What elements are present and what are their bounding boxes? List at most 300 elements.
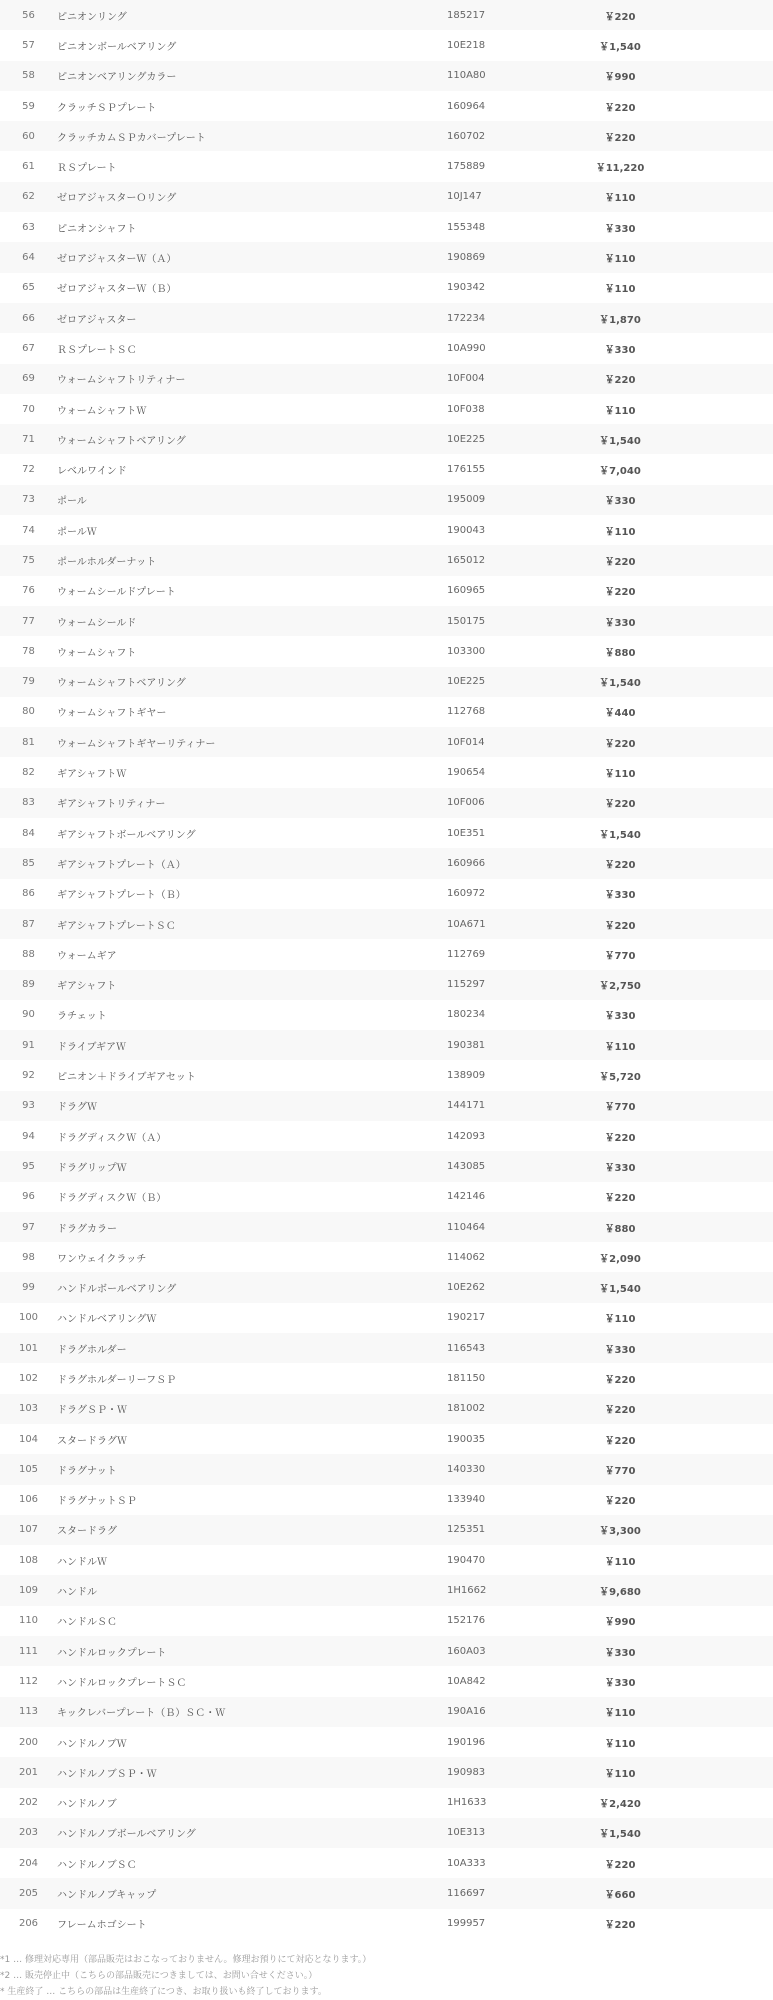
- part-code: 10F006: [447, 797, 485, 809]
- part-number: 71: [22, 433, 35, 445]
- part-number: 60: [22, 130, 35, 142]
- part-name: ハンドルベアリングＷ: [57, 1314, 157, 1326]
- part-name: ウォームシールドプレート: [57, 587, 176, 599]
- table-cell-spacer: [660, 1121, 773, 1151]
- table-row: [0, 242, 773, 272]
- part-name: ピニオンボールベアリング: [57, 41, 177, 53]
- part-name: ドラグホルダー: [57, 1344, 127, 1356]
- table-cell-spacer: [660, 273, 773, 303]
- part-number: 88: [22, 948, 35, 960]
- part-price: ￥770: [604, 1102, 636, 1114]
- part-code: 190A16: [447, 1706, 486, 1718]
- part-price: ￥110: [604, 193, 636, 205]
- table-cell-spacer: [660, 303, 773, 333]
- part-price: ￥110: [604, 1556, 636, 1568]
- part-number: 99: [22, 1282, 35, 1294]
- part-code: 199957: [447, 1918, 486, 1930]
- part-name: ギアシャフトプレート（Ａ）: [57, 859, 186, 871]
- part-name: ウォームギア: [57, 950, 117, 962]
- part-name: ハンドルロックプレートＳＣ: [57, 1677, 187, 1689]
- part-price: ￥330: [604, 1677, 636, 1689]
- table-cell-spacer: [660, 30, 773, 60]
- part-number: 108: [18, 1554, 39, 1566]
- table-cell-spacer: [660, 151, 773, 181]
- part-price: ￥770: [604, 1465, 636, 1477]
- table-cell-spacer: [660, 1606, 773, 1636]
- part-price: ￥220: [604, 1920, 636, 1932]
- part-code: 110A80: [447, 70, 486, 82]
- part-number: 98: [22, 1251, 35, 1263]
- part-number: 58: [22, 70, 35, 82]
- part-name: ゼロアジャスター: [57, 314, 137, 326]
- part-code: 112768: [447, 706, 486, 718]
- part-code: 190983: [447, 1766, 486, 1778]
- table-cell-spacer: [660, 1515, 773, 1545]
- part-code: 143085: [447, 1160, 486, 1172]
- part-name: ハンドルノブキャップ: [57, 1890, 157, 1902]
- table-cell-spacer: [660, 1575, 773, 1605]
- part-code: 10F014: [447, 736, 485, 748]
- table-row: [0, 636, 773, 666]
- part-name: ドラグリップＷ: [57, 1162, 127, 1174]
- part-number: 95: [22, 1160, 35, 1172]
- part-number: 91: [22, 1039, 35, 1051]
- part-name: ハンドルボールベアリング: [57, 1284, 177, 1296]
- part-number: 74: [22, 524, 35, 536]
- table-row: [0, 364, 773, 394]
- table-cell-spacer: [660, 1727, 773, 1757]
- table-cell-spacer: [660, 909, 773, 939]
- part-price: ￥220: [604, 1405, 636, 1417]
- part-price: ￥110: [604, 1314, 636, 1326]
- part-name: ギアシャフトボールベアリング: [57, 829, 196, 841]
- table-cell-spacer: [660, 424, 773, 454]
- part-name: ハンドルノブＳＣ: [57, 1859, 137, 1871]
- part-number: 59: [22, 100, 35, 112]
- table-row: [0, 879, 773, 909]
- part-code: 140330: [447, 1463, 486, 1475]
- part-number: 76: [22, 585, 35, 597]
- table-cell-spacer: [660, 1424, 773, 1454]
- part-price: ￥330: [604, 1344, 636, 1356]
- footnote-repair-only: *1 … 修理対応専用（部品販売はおこなっておりません。修理お預りにて対応となります。）: [0, 1955, 372, 1965]
- part-code: 175889: [447, 161, 486, 173]
- part-number: 96: [22, 1191, 35, 1203]
- table-row: [0, 273, 773, 303]
- table-cell-spacer: [660, 242, 773, 272]
- table-cell-spacer: [660, 1757, 773, 1787]
- table-row: [0, 333, 773, 363]
- part-price: ￥220: [604, 587, 636, 599]
- part-price: ￥5,720: [599, 1072, 641, 1084]
- table-cell-spacer: [660, 454, 773, 484]
- table-cell-spacer: [660, 576, 773, 606]
- part-price: ￥220: [604, 132, 636, 144]
- part-code: 10A333: [447, 1857, 486, 1869]
- table-row: [0, 91, 773, 121]
- part-price: ￥330: [604, 1647, 636, 1659]
- footnotes: [0, 1952, 773, 2000]
- part-number: 205: [18, 1888, 39, 1900]
- part-price: ￥220: [604, 1496, 636, 1508]
- part-name: ドラグホルダーリーフＳＰ: [57, 1375, 177, 1386]
- part-code: 10J147: [447, 191, 482, 203]
- table-row: [0, 818, 773, 848]
- table-cell-spacer: [660, 879, 773, 909]
- part-price: ￥2,420: [599, 1799, 641, 1811]
- table-row: [0, 545, 773, 575]
- footnote-discontinued: * 生産終了 … こちらの部品は生産終了につき、お取り扱いも終了しております。: [0, 1987, 327, 1997]
- part-number: 72: [22, 464, 35, 476]
- part-price: ￥330: [604, 344, 636, 356]
- part-price: ￥330: [604, 1162, 636, 1174]
- part-price: ￥9,680: [599, 1587, 641, 1599]
- table-cell-spacer: [660, 1697, 773, 1727]
- part-price: ￥3,300: [599, 1526, 641, 1538]
- part-price: ￥220: [604, 859, 636, 871]
- table-cell-spacer: [660, 1788, 773, 1818]
- part-code: 114062: [447, 1251, 486, 1263]
- part-number: 93: [22, 1100, 35, 1112]
- table-row: [0, 909, 773, 939]
- part-code: 176155: [447, 464, 486, 476]
- table-cell-spacer: [660, 485, 773, 515]
- part-price: ￥110: [604, 1708, 636, 1720]
- table-row: [0, 1151, 773, 1181]
- part-number: 66: [22, 312, 35, 324]
- part-price: ￥660: [604, 1890, 636, 1902]
- part-code: 10E225: [447, 433, 486, 445]
- part-name: ウォームシャフトギヤーリティナー: [57, 738, 216, 750]
- table-cell-spacer: [660, 1666, 773, 1696]
- part-code: 181150: [447, 1373, 486, 1384]
- part-name: ピニオンベアリングカラー: [57, 72, 177, 84]
- table-cell-spacer: [660, 1454, 773, 1484]
- table-row: [0, 151, 773, 181]
- part-name: ゼロアジャスターＷ（Ａ）: [57, 254, 177, 266]
- part-number: 202: [18, 1797, 39, 1809]
- part-name: ポールホルダーナット: [57, 556, 157, 568]
- part-name: スタードラグＷ: [57, 1435, 127, 1447]
- part-code: 181002: [447, 1403, 486, 1415]
- part-name: ハンドルノブＷ: [57, 1738, 127, 1750]
- part-code: 10F038: [447, 403, 485, 415]
- part-price: ￥110: [604, 254, 636, 266]
- part-number: 89: [22, 979, 35, 991]
- part-name: ゼロアジャスターＷ（Ｂ）: [57, 284, 177, 296]
- part-name: ウォームシャフトベアリング: [57, 678, 186, 690]
- table-cell-spacer: [660, 1303, 773, 1333]
- part-number: 85: [22, 857, 35, 869]
- table-cell-spacer: [660, 727, 773, 757]
- part-code: 190196: [447, 1736, 486, 1748]
- part-price: ￥110: [604, 284, 636, 296]
- table-row: [0, 1909, 773, 1939]
- table-row: [0, 1485, 773, 1515]
- part-number: 87: [22, 918, 35, 930]
- part-name: ドラグＳＰ・Ｗ: [57, 1405, 127, 1417]
- part-number: 75: [22, 554, 35, 566]
- table-row: [0, 1697, 773, 1727]
- part-code: 110464: [447, 1221, 486, 1233]
- part-code: 10E225: [447, 676, 486, 688]
- part-code: 172234: [447, 312, 486, 324]
- part-code: 190217: [447, 1312, 486, 1324]
- table-row: [0, 1121, 773, 1151]
- part-price: ￥220: [604, 556, 636, 568]
- part-number: 73: [22, 494, 35, 506]
- table-row: [0, 848, 773, 878]
- part-number: 206: [18, 1918, 39, 1930]
- part-price: ￥110: [604, 405, 636, 417]
- part-name: ギアシャフトプレートＳＣ: [57, 920, 176, 932]
- part-name: ギアシャフトプレート（Ｂ）: [57, 890, 186, 902]
- part-price: ￥1,540: [599, 1829, 641, 1841]
- table-cell-spacer: [660, 1182, 773, 1212]
- part-number: 80: [22, 706, 35, 718]
- part-name: ウォームシャフトギヤー: [57, 708, 167, 720]
- part-code: 125351: [447, 1524, 486, 1536]
- table-row: [0, 1303, 773, 1333]
- part-number: 109: [18, 1585, 39, 1597]
- part-number: 64: [22, 252, 35, 264]
- table-row: [0, 1000, 773, 1030]
- part-number: 105: [18, 1463, 39, 1475]
- table-row: [0, 1242, 773, 1272]
- part-name: ポールＷ: [57, 526, 97, 538]
- table-row: [0, 697, 773, 727]
- table-cell-spacer: [660, 545, 773, 575]
- part-code: 190869: [447, 252, 486, 264]
- part-price: ￥220: [604, 375, 636, 387]
- part-code: 142146: [447, 1191, 486, 1203]
- table-row: [0, 1030, 773, 1060]
- part-price: ￥2,750: [599, 981, 641, 993]
- part-price: ￥220: [604, 738, 636, 750]
- table-row: [0, 1333, 773, 1363]
- table-row: [0, 1606, 773, 1636]
- part-code: 155348: [447, 221, 486, 233]
- part-code: 190043: [447, 524, 486, 536]
- part-name: フレームホゴシート: [57, 1920, 147, 1932]
- part-name: クラッチカムＳＰカバープレート: [57, 132, 206, 144]
- table-cell-spacer: [660, 91, 773, 121]
- part-code: 1H1662: [447, 1585, 487, 1597]
- part-code: 195009: [447, 494, 486, 506]
- table-row: [0, 970, 773, 1000]
- table-cell-spacer: [660, 606, 773, 636]
- table-row: [0, 1878, 773, 1908]
- table-cell-spacer: [660, 1212, 773, 1242]
- table-cell-spacer: [660, 61, 773, 91]
- part-number: 110: [18, 1615, 39, 1627]
- table-row: [0, 1818, 773, 1848]
- table-row: [0, 1545, 773, 1575]
- table-cell-spacer: [660, 121, 773, 151]
- table-row: [0, 727, 773, 757]
- part-number: 201: [18, 1766, 39, 1778]
- table-row: [0, 939, 773, 969]
- part-price: ￥220: [604, 920, 636, 932]
- part-name: ＲＳプレートＳＣ: [57, 344, 137, 356]
- part-code: 190035: [447, 1433, 486, 1445]
- table-cell-spacer: [660, 1545, 773, 1575]
- table-row: [0, 1757, 773, 1787]
- part-number: 61: [22, 161, 35, 173]
- table-row: [0, 667, 773, 697]
- part-code: 10A671: [447, 918, 486, 930]
- table-cell-spacer: [660, 364, 773, 394]
- part-code: 190470: [447, 1554, 486, 1566]
- table-cell-spacer: [660, 212, 773, 242]
- table-row: [0, 182, 773, 212]
- table-row: [0, 30, 773, 60]
- part-name: ハンドルＳＣ: [57, 1617, 117, 1629]
- part-number: 101: [18, 1342, 39, 1354]
- part-price: ￥7,040: [599, 466, 641, 478]
- part-price: ￥880: [604, 647, 636, 659]
- part-number: 69: [22, 373, 35, 385]
- part-price: ￥990: [604, 72, 636, 84]
- part-number: 62: [22, 191, 35, 203]
- part-name: ピニオン＋ドライブギアセット: [57, 1072, 196, 1084]
- part-name: ドラグカラー: [57, 1223, 117, 1235]
- table-row: [0, 394, 773, 424]
- part-name: ハンドルノブＳＰ・Ｗ: [57, 1768, 157, 1780]
- part-number: 107: [18, 1524, 39, 1536]
- part-code: 116697: [447, 1888, 486, 1900]
- part-name: ドライブギアＷ: [57, 1041, 126, 1053]
- part-code: 138909: [447, 1070, 486, 1082]
- part-price: ￥11,220: [595, 163, 645, 175]
- part-number: 70: [22, 403, 35, 415]
- table-cell-spacer: [660, 1636, 773, 1666]
- part-number: 94: [22, 1130, 35, 1142]
- part-code: 160964: [447, 100, 486, 112]
- part-code: 133940: [447, 1494, 486, 1506]
- table-row: [0, 1060, 773, 1090]
- table-row: [0, 1788, 773, 1818]
- part-code: 10E262: [447, 1282, 486, 1294]
- table-cell-spacer: [660, 1030, 773, 1060]
- table-cell-spacer: [660, 1091, 773, 1121]
- part-name: ドラグディスクＷ（Ａ）: [57, 1132, 167, 1144]
- table-row: [0, 757, 773, 787]
- part-price: ￥220: [604, 1193, 636, 1205]
- part-name: ギアシャフトＷ: [57, 769, 127, 781]
- table-cell-spacer: [660, 788, 773, 818]
- part-number: 200: [18, 1736, 39, 1748]
- table-row: [0, 606, 773, 636]
- part-price: ￥220: [604, 102, 636, 114]
- table-cell-spacer: [660, 1242, 773, 1272]
- part-code: 150175: [447, 615, 486, 627]
- part-code: 165012: [447, 554, 486, 566]
- part-number: 82: [22, 767, 35, 779]
- part-price: ￥330: [604, 617, 636, 629]
- part-price: ￥330: [604, 496, 636, 508]
- part-number: 84: [22, 827, 35, 839]
- part-number: 103: [18, 1403, 39, 1415]
- part-number: 90: [22, 1009, 35, 1021]
- table-cell-spacer: [660, 636, 773, 666]
- part-price: ￥330: [604, 223, 636, 235]
- part-number: 106: [18, 1494, 39, 1506]
- part-code: 160A03: [447, 1645, 486, 1657]
- part-code: 185217: [447, 9, 486, 21]
- part-code: 10F004: [447, 373, 485, 385]
- footnote-sales-suspended: *2 … 販売停止中（こちらの部品販売につきましては、お問い合せください。）: [0, 1971, 318, 1981]
- table-cell-spacer: [660, 182, 773, 212]
- part-code: 10E351: [447, 827, 486, 839]
- part-number: 204: [18, 1857, 39, 1869]
- part-price: ￥110: [604, 1738, 636, 1750]
- part-price: ￥1,540: [599, 41, 641, 53]
- table-row: [0, 788, 773, 818]
- part-code: 10E313: [447, 1827, 486, 1839]
- part-price: ￥1,540: [599, 1284, 641, 1296]
- part-number: 78: [22, 645, 35, 657]
- part-code: 142093: [447, 1130, 486, 1142]
- part-name: ラチェット: [57, 1011, 107, 1023]
- part-number: 104: [18, 1433, 39, 1445]
- part-price: ￥330: [604, 890, 636, 902]
- part-code: 10A990: [447, 342, 486, 354]
- table-row: [0, 1666, 773, 1696]
- part-code: 160702: [447, 130, 486, 142]
- table-cell-spacer: [660, 1363, 773, 1393]
- part-number: 86: [22, 888, 35, 900]
- table-row: [0, 1182, 773, 1212]
- part-name: スタードラグ: [57, 1526, 117, 1538]
- part-price: ￥220: [604, 1435, 636, 1447]
- table-row: [0, 1212, 773, 1242]
- part-number: 56: [22, 9, 35, 21]
- table-row: [0, 1424, 773, 1454]
- table-row: [0, 61, 773, 91]
- part-name: クラッチＳＰプレート: [57, 102, 157, 114]
- table-cell-spacer: [660, 818, 773, 848]
- table-row: [0, 1394, 773, 1424]
- part-name: ハンドルロックプレート: [57, 1647, 167, 1659]
- part-code: 180234: [447, 1009, 486, 1021]
- table-row: [0, 515, 773, 545]
- table-cell-spacer: [660, 333, 773, 363]
- part-name: ウォームシャフトリティナー: [57, 375, 186, 387]
- part-name: ドラグディスクＷ（Ｂ）: [57, 1193, 167, 1205]
- part-price: ￥220: [604, 1132, 636, 1144]
- part-name: ワンウェイクラッチ: [57, 1253, 147, 1265]
- table-row: [0, 1091, 773, 1121]
- part-number: 57: [22, 39, 35, 51]
- part-price: ￥1,540: [599, 829, 641, 841]
- part-code: 190381: [447, 1039, 486, 1051]
- table-row: [0, 1454, 773, 1484]
- table-row: [0, 576, 773, 606]
- part-code: 160965: [447, 585, 486, 597]
- part-number: 77: [22, 615, 35, 627]
- part-name: ＲＳプレート: [57, 163, 117, 175]
- part-name: レベルワインド: [57, 466, 127, 478]
- part-name: ピニオンリング: [57, 11, 127, 23]
- part-code: 190654: [447, 767, 486, 779]
- table-cell-spacer: [660, 1394, 773, 1424]
- table-cell-spacer: [660, 1848, 773, 1878]
- table-row: [0, 1848, 773, 1878]
- table-row: [0, 212, 773, 242]
- table-cell-spacer: [660, 667, 773, 697]
- part-number: 67: [22, 342, 35, 354]
